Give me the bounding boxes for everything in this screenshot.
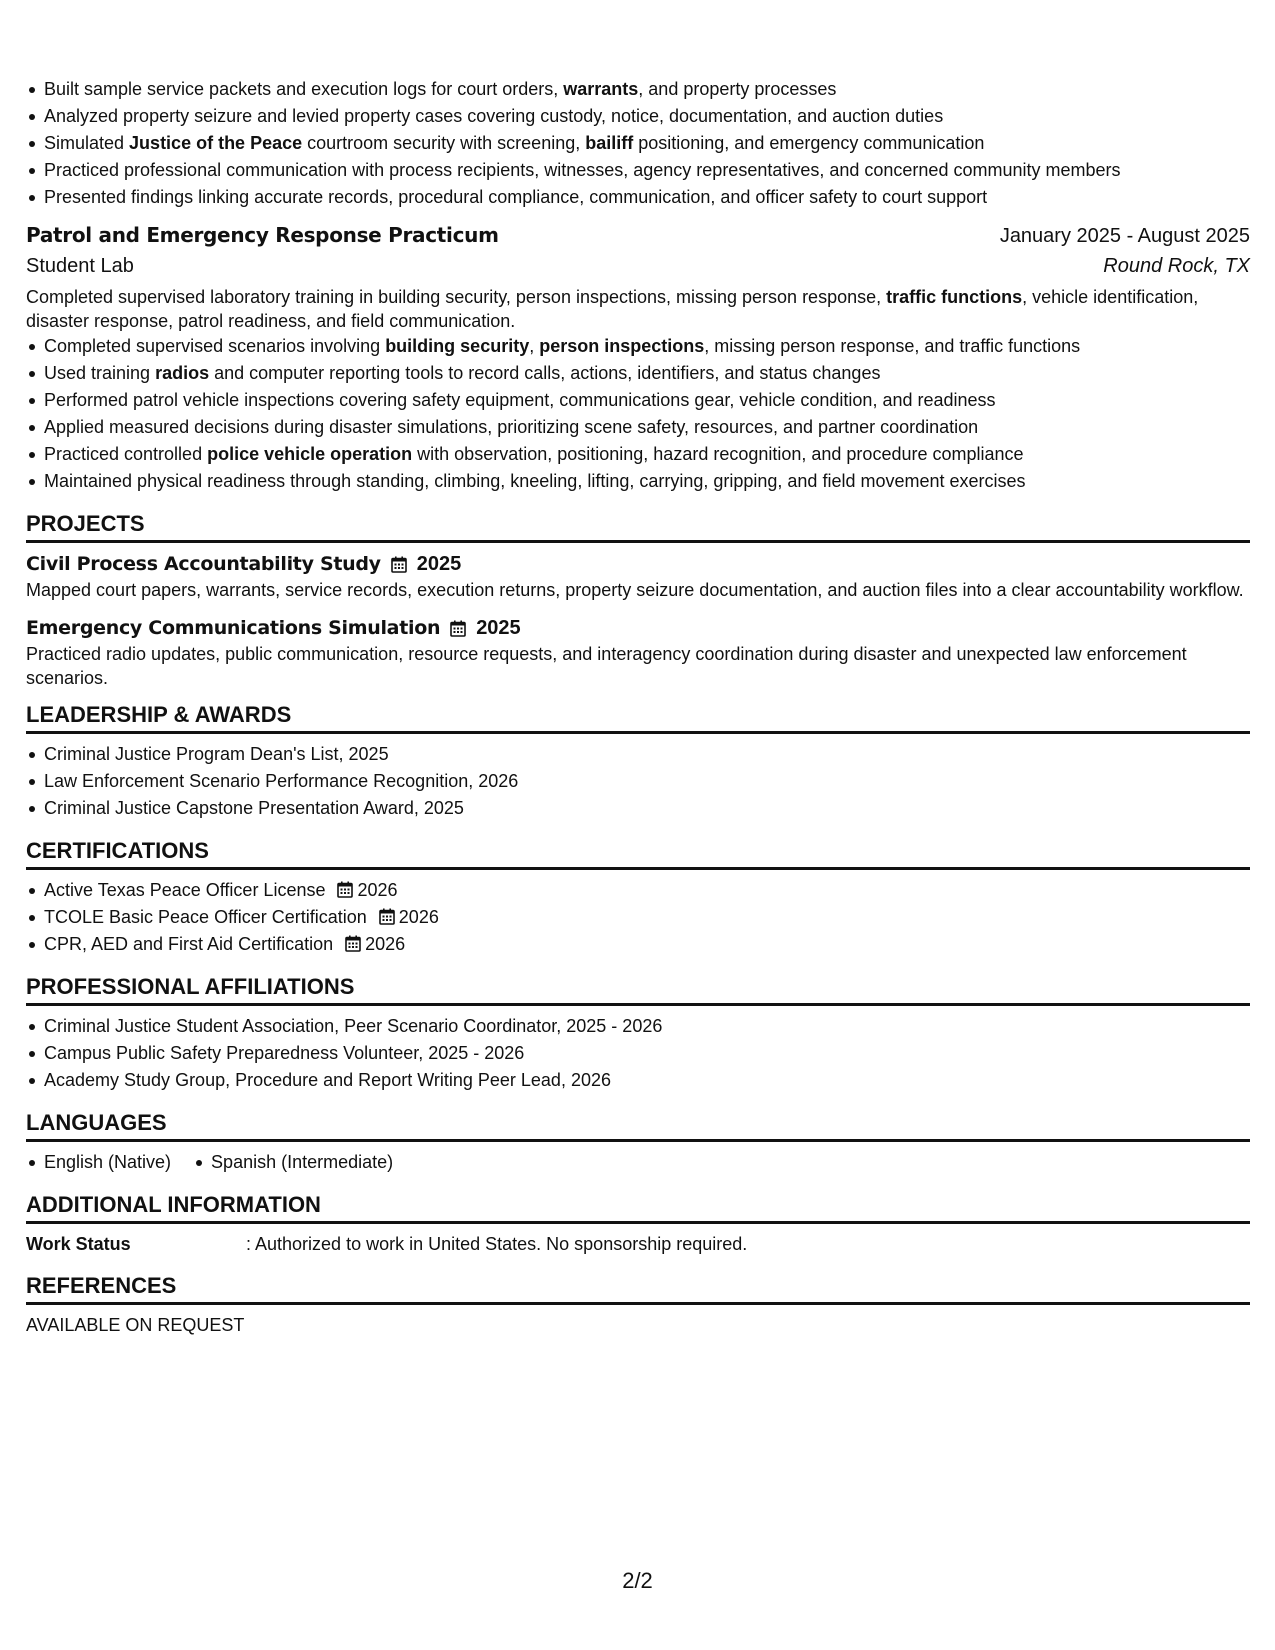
page-number: 2/2 [622,1568,653,1593]
awards-list [26,741,1250,822]
affiliations-list [26,1013,1250,1094]
language-item: Spanish (Intermediate) [211,1149,393,1176]
practicum-bullets [26,333,1250,495]
list-item: Criminal Justice Program Dean's List, 2025 [44,741,1250,768]
entry-title: Patrol and Emergency Response Practicum [26,223,499,247]
project-title: Emergency Communications Simulation [26,617,441,639]
calendar-icon [391,556,407,573]
certification-name: CPR, AED and First Aid Certification [44,934,334,954]
calendar-icon [379,908,395,925]
entry-location: Round Rock, TX [1103,255,1250,277]
list-item: Maintained physical readiness through standing, climbing, kneeling, lifting, carrying, gripping, and field movement exercises [44,468,1250,495]
calendar-icon [337,881,353,898]
list-item: Criminal Justice Capstone Presentation Award, 2025 [44,795,1250,822]
entry-summary: Completed supervised laboratory training in building security, person inspections, missing person response, traffic functions, vehicle identification, disaster response, patrol readiness, and field communication. [26,287,1199,331]
calendar-icon [450,620,466,637]
list-item: Analyzed property seizure and levied property cases covering custody, notice, documentation, and auction duties [44,103,1250,130]
languages-list [26,1149,1250,1176]
list-item: Campus Public Safety Preparedness Volunteer, 2025 - 2026 [44,1040,1250,1067]
list-item: Practiced professional communication with process recipients, witnesses, agency representatives, and concerned community members [44,157,1250,184]
list-item: Used training radios and computer reporting tools to record calls, actions, identifiers, and status changes [44,360,1250,387]
work-status-row [26,1231,1250,1257]
section-title-affiliations: PROFESSIONAL AFFILIATIONS [26,974,1250,1006]
references-text: AVAILABLE ON REQUEST [26,1315,245,1335]
project-item [26,550,1250,602]
list-item: Built sample service packets and execution logs for court orders, warrants, and property processes [44,76,1250,103]
entry-organization: Student Lab [26,255,134,277]
certification-name: TCOLE Basic Peace Officer Certification [44,907,367,927]
resume-page [26,76,1250,1338]
work-status-value: : Authorized to work in United States. No sponsorship required. [246,1234,748,1254]
section-title-languages: LANGUAGES [26,1110,1250,1142]
list-item: Simulated Justice of the Peace courtroom security with screening, bailiff positioning, and emergency communication [44,130,1250,157]
certification-name: Active Texas Peace Officer License [44,880,326,900]
practicum-entry [26,220,1250,495]
entry-dates: January 2025 - August 2025 [999,225,1250,247]
list-item: Criminal Justice Student Association, Peer Scenario Coordinator, 2025 - 2026 [44,1013,1250,1040]
work-status-label: Work Status [26,1234,131,1254]
list-item: Academy Study Group, Procedure and Report Writing Peer Lead, 2026 [44,1067,1250,1094]
list-item: Applied measured decisions during disaster simulations, prioritizing scene safety, resources, and partner coordination [44,414,1250,441]
project-description: Practiced radio updates, public communication, resource requests, and interagency coordination during disaster and unexpected law enforcement scenarios. [26,644,1187,688]
project-description: Mapped court papers, warrants, service records, execution returns, property seizure documentation, and auction files into a clear accountability workflow. [26,580,1244,600]
list-item: Presented findings linking accurate records, procedural compliance, communication, and officer safety to court support [44,184,1250,211]
language-item: English (Native) [44,1149,171,1176]
experience-bullets [26,76,1250,211]
section-title-references: REFERENCES [26,1273,1250,1305]
certification-item [44,931,1250,958]
section-title-projects: PROJECTS [26,511,1250,543]
list-item: Performed patrol vehicle inspections covering safety equipment, communications gear, vehicle condition, and readiness [44,387,1250,414]
project-title: Civil Process Accountability Study [26,553,381,575]
certification-item [44,904,1250,931]
list-item: Completed supervised scenarios involving building security, person inspections, missing person response, and traffic functions [44,333,1250,360]
list-item: Law Enforcement Scenario Performance Recognition, 2026 [44,768,1250,795]
section-title-certifications: CERTIFICATIONS [26,838,1250,870]
section-title-additional: ADDITIONAL INFORMATION [26,1192,1250,1224]
project-item [26,614,1250,690]
list-item: Practiced controlled police vehicle operation with observation, positioning, hazard recognition, and procedure compliance [44,441,1250,468]
project-year: 2025 [416,553,462,575]
certifications-list [26,877,1250,958]
certification-year: 2026 [398,907,439,927]
projects-list [26,550,1250,690]
certification-item [44,877,1250,904]
section-title-awards: LEADERSHIP & AWARDS [26,702,1250,734]
calendar-icon [345,935,361,952]
project-year: 2025 [476,617,521,639]
certification-year: 2026 [365,934,406,954]
certification-year: 2026 [357,880,398,900]
